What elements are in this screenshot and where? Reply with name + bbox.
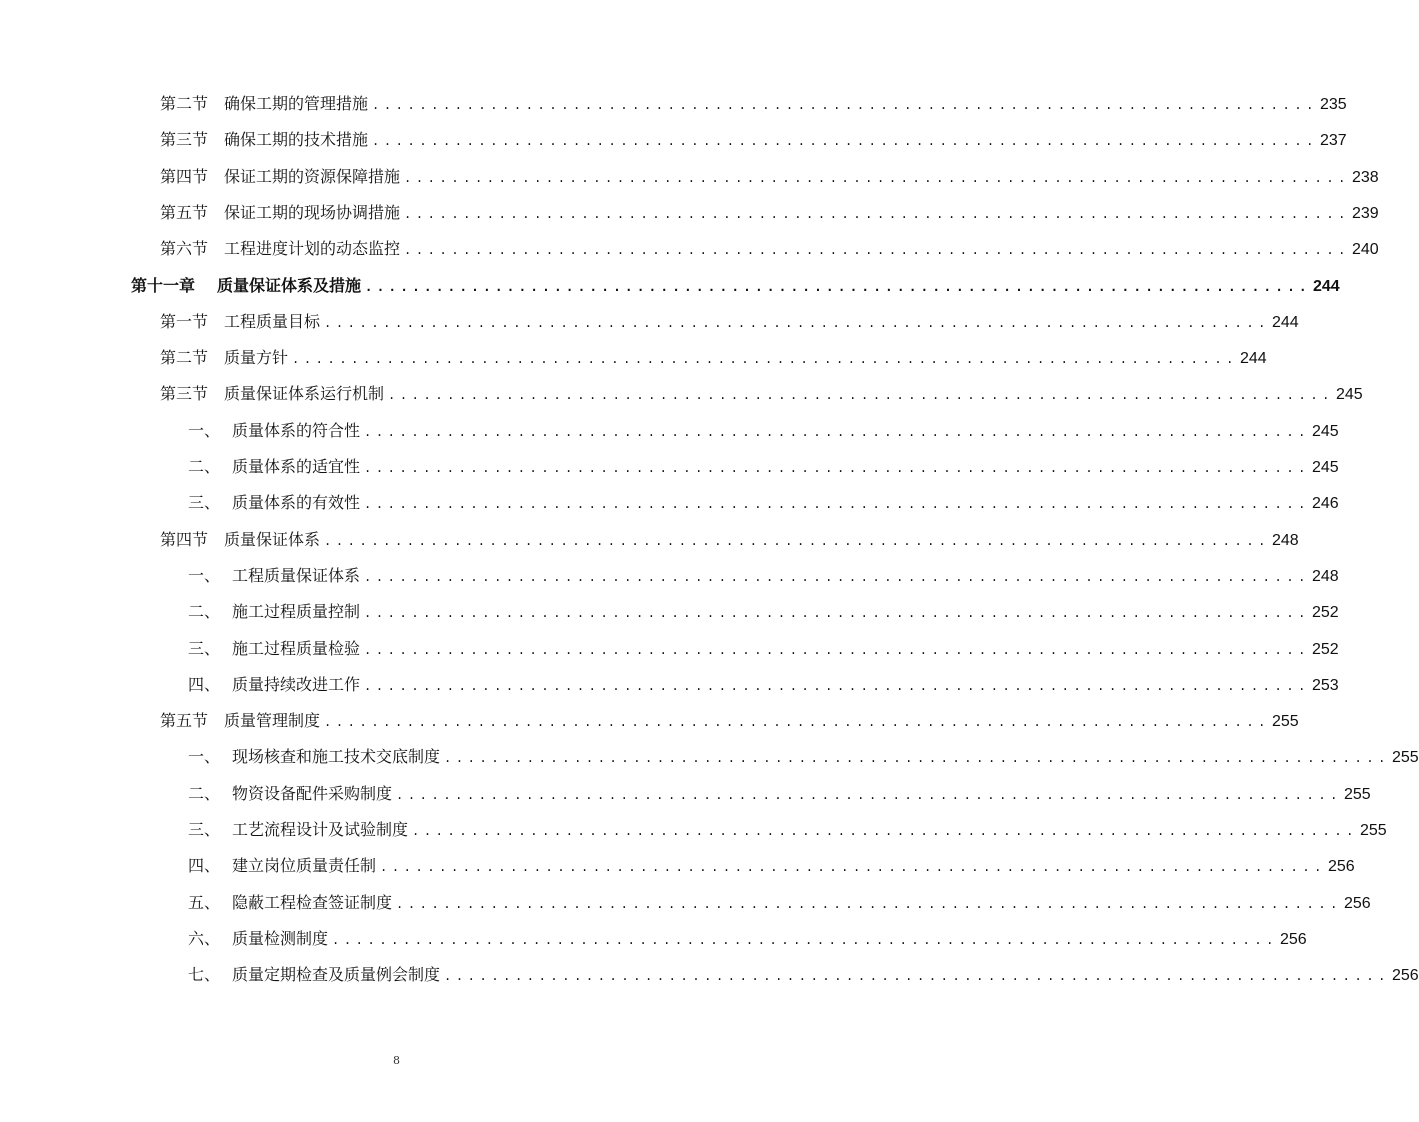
toc-entry-number: 二、 (188, 602, 221, 622)
toc-entry-number: 三、 (188, 638, 221, 658)
toc-entry-section[interactable] (160, 163, 1379, 191)
toc-entry-title: 质量持续改进工作 (232, 674, 361, 694)
toc-entry-number: 五、 (188, 892, 221, 912)
toc-entry-number: 第五节 (160, 202, 209, 222)
toc-entry-section[interactable] (160, 308, 1299, 336)
toc-entry-title: 施工过程质量检验 (232, 638, 361, 658)
toc-entry-label (188, 671, 360, 699)
page-number: 8 (393, 1054, 400, 1067)
toc-leader-dots: ................................................................................ (364, 461, 1310, 475)
toc-entry-number: 四、 (188, 856, 221, 876)
toc-entry-title: 物资设备配件采购制度 (232, 783, 393, 803)
toc-entry-number: 一、 (188, 747, 221, 767)
toc-entry-page: 244 (1271, 313, 1299, 331)
toc-entry-title: 施工过程质量控制 (232, 602, 361, 622)
toc-entry-title: 隐蔽工程检查签证制度 (232, 892, 393, 912)
toc-entry-label (160, 707, 320, 735)
toc-entry-number: 第十一章 (131, 275, 196, 295)
toc-leader-dots: ................................................................................ (364, 642, 1310, 657)
toc-entry-number: 第四节 (160, 166, 209, 186)
toc-entry-label (160, 308, 320, 336)
toc-entry-label (131, 272, 361, 300)
toc-entry-page: 256 (1343, 894, 1371, 912)
toc-entry-section[interactable] (160, 344, 1267, 372)
toc-entry-number: 一、 (188, 565, 221, 585)
toc-entry-number: 六、 (188, 928, 221, 948)
toc-entry-page: 235 (1319, 96, 1347, 113)
toc-entry-page: 245 (1335, 386, 1363, 404)
toc-leader-dots: ................................................................................ (332, 932, 1278, 947)
toc-entry-sub[interactable] (188, 743, 1419, 771)
toc-entry-number: 第四节 (160, 529, 209, 549)
toc-leader-dots: ................................................................................ (324, 715, 1270, 730)
toc-entry-section[interactable] (160, 380, 1363, 408)
toc-leader-dots: ................................................................................ (364, 678, 1310, 693)
toc-entry-title: 质量定期检查及质量例会制度 (232, 965, 441, 985)
toc-entry-sub[interactable] (188, 598, 1339, 626)
toc-leader-dots: ................................................................................ (364, 497, 1310, 512)
toc-leader-dots: ................................................................................ (404, 243, 1350, 258)
toc-entry-title: 质量保证体系及措施 (217, 275, 362, 295)
toc-entry-label (160, 344, 288, 372)
toc-leader-dots: ................................................................................ (292, 352, 1238, 367)
toc-leader-dots: ................................................................................ (412, 824, 1358, 838)
toc-entry-sub[interactable] (188, 889, 1371, 917)
toc-leader-dots: ................................................................................ (444, 969, 1390, 984)
toc-entry-sub[interactable] (188, 417, 1339, 445)
toc-entry-sub[interactable] (188, 852, 1355, 880)
toc-entry-label (188, 780, 392, 808)
toc-leader-dots: ................................................................................ (364, 606, 1310, 621)
toc-entry-page: 255 (1359, 822, 1387, 839)
toc-entry-number: 第三节 (160, 384, 209, 404)
toc-entry-title: 建立岗位质量责任制 (232, 856, 377, 876)
toc-entry-number: 一、 (188, 420, 221, 440)
toc-entry-section[interactable] (160, 90, 1347, 118)
toc-entry-sub[interactable] (188, 562, 1339, 590)
toc-entry-sub[interactable] (188, 816, 1387, 844)
toc-leader-dots: ................................................................................ (380, 860, 1326, 875)
toc-entry-sub[interactable] (188, 780, 1371, 808)
toc-entry-title: 质量体系的有效性 (232, 493, 361, 513)
toc-entry-number: 第三节 (160, 130, 209, 150)
toc-entry-page: 255 (1391, 749, 1419, 767)
toc-entry-number: 第二节 (160, 94, 209, 113)
toc-entry-title: 确保工期的管理措施 (224, 94, 369, 113)
toc-entry-title: 工程进度计划的动态监控 (224, 239, 401, 259)
toc-entry-label (188, 453, 360, 481)
toc-entry-page: 255 (1271, 713, 1299, 731)
toc-entry-title: 质量保证体系 (224, 529, 321, 549)
toc-entry-number: 第二节 (160, 348, 209, 368)
toc-entry-page: 252 (1311, 640, 1339, 658)
toc-entry-page: 252 (1311, 604, 1339, 622)
toc-entry-label (160, 199, 400, 227)
toc-leader-dots: ................................................................................ (404, 206, 1350, 221)
toc-entry-label (188, 961, 440, 989)
toc-entry-title: 质量保证体系运行机制 (224, 384, 385, 404)
toc-entry-sub[interactable] (188, 925, 1307, 953)
toc-entry-sub[interactable] (188, 489, 1339, 517)
toc-entry-label (188, 598, 360, 626)
toc-entry-title: 质量管理制度 (224, 711, 321, 731)
toc-entry-label (160, 526, 320, 554)
toc-entry-section[interactable] (160, 199, 1379, 227)
toc-entry-title: 现场核查和施工技术交底制度 (232, 747, 441, 767)
toc-entry-title: 保证工期的现场协调措施 (224, 202, 401, 222)
toc-entry-sub[interactable] (188, 453, 1339, 481)
toc-entry-page: 256 (1279, 930, 1307, 948)
toc-entry-title: 质量体系的符合性 (232, 420, 361, 440)
toc-entry-section[interactable] (160, 235, 1379, 263)
toc-leader-dots: ................................................................................ (365, 279, 1311, 294)
toc-entry-page: 244 (1312, 277, 1340, 295)
toc-entry-title: 工程质量目标 (224, 311, 321, 331)
toc-entry-label (160, 90, 368, 118)
toc-leader-dots: ................................................................................ (372, 134, 1318, 149)
toc-entry-number: 二、 (188, 457, 221, 476)
toc-entry-number: 第五节 (160, 711, 209, 731)
toc-entry-section[interactable] (160, 707, 1299, 735)
toc-entry-label (188, 925, 328, 953)
toc-entry-page: 245 (1311, 459, 1339, 476)
toc-entry-page: 256 (1327, 858, 1355, 876)
toc-entry-label (160, 380, 384, 408)
toc-leader-dots: ................................................................................ (396, 896, 1342, 911)
toc-leader-dots: ................................................................................ (372, 98, 1318, 112)
toc-entry-sub[interactable] (188, 961, 1419, 989)
toc-entry-number: 三、 (188, 820, 221, 839)
toc-entry-section[interactable] (160, 526, 1299, 554)
toc-entry-number: 四、 (188, 674, 221, 694)
toc-leader-dots: ................................................................................ (364, 424, 1310, 439)
toc-entry-number: 三、 (188, 493, 221, 513)
toc-entry-title: 质量方针 (224, 348, 289, 368)
toc-entry-label (188, 562, 360, 590)
toc-entry-page: 244 (1239, 350, 1267, 368)
toc-entry-page: 239 (1351, 204, 1379, 222)
toc-entry-title: 工艺流程设计及试验制度 (232, 820, 409, 839)
toc-entry-sub[interactable] (188, 671, 1339, 699)
toc-leader-dots: ................................................................................ (388, 388, 1334, 403)
toc-entry-label (188, 852, 376, 880)
toc-entry-section[interactable] (160, 126, 1347, 154)
toc-entry-label (188, 417, 360, 445)
toc-entry-label (188, 889, 392, 917)
toc-entry-label (188, 489, 360, 517)
toc-entry-title: 保证工期的资源保障措施 (224, 166, 401, 186)
toc-entry-page: 240 (1351, 241, 1379, 259)
toc-entry-label (188, 816, 408, 844)
toc-entry-page: 256 (1391, 967, 1419, 985)
toc-entry-sub[interactable] (188, 635, 1339, 663)
toc-leader-dots: ................................................................................ (324, 533, 1270, 548)
toc-entry-number: 第一节 (160, 311, 209, 331)
toc-leader-dots: ................................................................................ (444, 751, 1390, 766)
toc-entry-title: 质量检测制度 (232, 928, 329, 948)
toc-entry-label (160, 163, 400, 191)
toc-entry-number: 七、 (188, 965, 221, 985)
toc-leader-dots: ................................................................................ (396, 787, 1342, 802)
toc-entry-page: 238 (1351, 168, 1379, 186)
toc-entry-page: 248 (1271, 531, 1299, 549)
toc-entry-chapter[interactable] (131, 272, 1340, 300)
toc-leader-dots: ................................................................................ (324, 315, 1270, 330)
toc-entry-label (160, 235, 400, 263)
toc-entry-title: 确保工期的技术措施 (224, 130, 369, 150)
toc-entry-number: 第六节 (160, 239, 209, 259)
toc-entry-page: 248 (1311, 567, 1339, 585)
toc-entry-number: 二、 (188, 783, 221, 803)
toc-leader-dots: ................................................................................ (404, 170, 1350, 185)
toc-entry-page: 245 (1311, 422, 1339, 440)
toc-entry-page: 246 (1311, 495, 1339, 513)
toc-leader-dots: ................................................................................ (364, 569, 1310, 584)
toc-entry-title: 质量体系的适宜性 (232, 457, 361, 476)
toc-entry-title: 工程质量保证体系 (232, 565, 361, 585)
toc-entry-label (160, 126, 368, 154)
toc-entry-page: 255 (1343, 785, 1371, 803)
toc-entry-label (188, 743, 440, 771)
toc-entry-page: 253 (1311, 676, 1339, 694)
toc-entry-label (188, 635, 360, 663)
toc-entry-page: 237 (1319, 132, 1347, 150)
